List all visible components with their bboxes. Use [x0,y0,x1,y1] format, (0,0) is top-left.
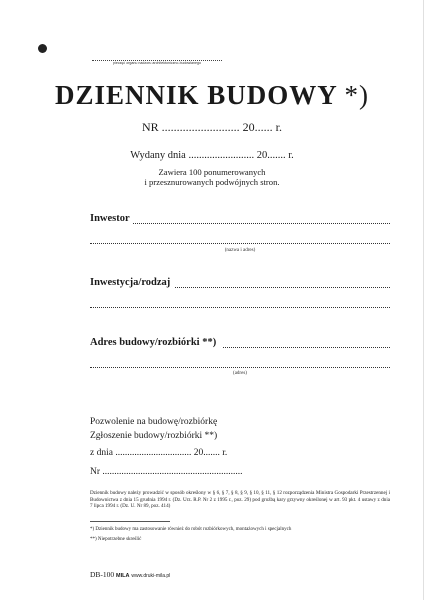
issued-label: Wydany dnia [130,150,186,161]
issued-suffix: r. [288,150,294,161]
site-address-label: Adres budowy/rozbiórki **) [90,337,217,348]
journal-number-line [0,120,424,135]
publisher-brand: MILA [116,573,130,579]
permit-date-label: z dnia [90,448,113,458]
permit-nr-label: Nr [90,467,101,477]
investor-field-line-2[interactable] [90,243,390,244]
issued-year: 20....... [256,150,286,161]
notification-line: Zgłoszenie budowy/rozbiórki **) [90,431,218,441]
nr-suffix: r. [275,120,282,134]
investor-caption: (nazwa i adres) [224,248,256,253]
footnote-1: *) Dziennik budowy ma zastosowanie również do robót rozbiórkowych, montażowych i specjalnych [90,527,292,532]
footnote-divider [90,521,170,522]
investment-field-line-1[interactable] [175,287,390,288]
site-address-field-line-2[interactable] [90,367,390,368]
permit-date-suffix: r. [222,448,228,458]
investor-field-line-1[interactable] [133,223,390,224]
title-footnote-mark: *) [344,80,370,110]
permit-line: Pozwolenie na budowę/rozbiórkę [90,417,218,427]
form-code-line [90,570,170,579]
permit-date-year: 20....... [193,448,220,458]
permit-number-line [90,467,243,477]
publisher-website: www.druki-mila.pl [131,573,171,579]
punch-hole [38,44,47,53]
page-count-note [0,167,424,187]
nr-year: 20...... [242,120,273,134]
footnote-2: **) Niepotrzebne skreślić [90,537,142,542]
investment-field-line-2[interactable] [90,307,390,308]
investment-label: Inwestycja/rodzaj [90,277,171,288]
site-address-field-line-1[interactable] [223,347,390,348]
title-text: DZIENNIK BUDOWY [54,80,337,110]
permit-date-line [90,448,227,458]
stamp-label: pieczęć organu nadzoru architektoniczno-budowlanego [113,61,201,65]
page-count-line-2: i przesznurowanych podwójnych stron. [144,177,280,187]
permit-nr-dots[interactable]: ........................................................... [102,467,243,477]
issued-date-line [0,150,424,161]
issued-dots: ......................... [188,150,255,161]
page-title [0,80,424,111]
page-count-line-1: Zawiera 100 ponumerowanych [158,167,266,177]
nr-label: NR [141,120,159,134]
site-address-caption: (adres) [233,371,247,376]
nr-dots: .......................... [161,120,240,134]
permit-date-dots[interactable]: ................................ [115,448,192,458]
investor-label: Inwestor [90,213,130,224]
legal-note: Dziennik budowy należy prowadzić w sposób określony w § 6, § 7, § 8, § 9, § 10, § 11, § 12 rozporządzenia Ministra Gospodarki Przestrzennej i Budownictwa z dnia 15 grudnia 1994 r. (Dz. Urz. R.P. Nr 2 z 1995 r., poz. 29) pod groźbą kary grzywny określonej w art. 93 pkt. 4 ustawy z dnia 7 lipca 1994 r. (Dz. U. Nr 89, poz. 414) [90,490,390,510]
form-code: DB-100 [90,570,115,579]
